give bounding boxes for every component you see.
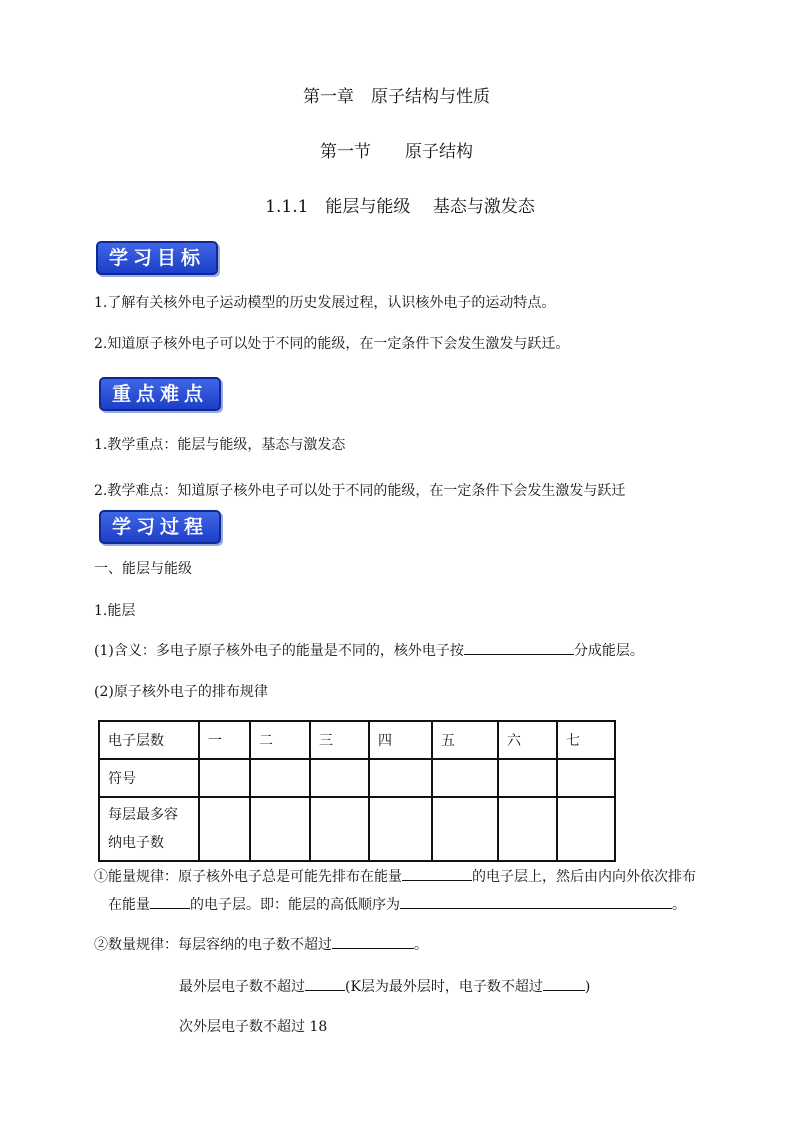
learning-process-badge: 学习过程	[99, 510, 221, 544]
energy-rule-text-a: ①能量规律：原子核外电子总是可能先排布在能量	[94, 869, 402, 885]
table-cell[interactable]	[250, 797, 310, 861]
table-cell[interactable]	[250, 759, 310, 797]
column-header: 七	[557, 721, 615, 759]
table-row	[99, 759, 615, 797]
row-header-symbol: 符号	[99, 759, 199, 797]
section-title: 第一节 原子结构	[320, 142, 473, 162]
key-point-2: 2.教学难点：知道原子核外电子可以处于不同的能级，在一定条件下会发生激发与跃迁	[94, 483, 626, 499]
goal-1: 1.了解有关核外电子运动模型的历史发展过程，认识核外电子的运动特点。	[94, 295, 556, 311]
table-row	[99, 797, 615, 861]
row-header-capacity-line2: 纳电子数	[108, 835, 164, 851]
table-cell[interactable]	[498, 759, 557, 797]
table-cell[interactable]	[199, 759, 250, 797]
process-subheading: 1.能层	[94, 603, 136, 619]
outer-text-c: )	[584, 979, 591, 995]
answer-blank[interactable]	[150, 894, 190, 909]
energy-rule-text-e: 。	[672, 897, 686, 913]
learning-goals-badge: 学习目标	[96, 241, 218, 275]
lesson-title: 1.1.1 能层与能级 基态与激发态	[265, 197, 535, 217]
column-header: 五	[432, 721, 498, 759]
table-row	[99, 721, 615, 759]
table-cell[interactable]	[432, 759, 498, 797]
chapter-title: 第一章 原子结构与性质	[303, 87, 490, 107]
table-cell[interactable]	[369, 797, 432, 861]
answer-blank[interactable]	[305, 976, 345, 991]
outer-text-b: (K层为最外层时，电子数不超过	[345, 979, 543, 995]
table-cell[interactable]	[432, 797, 498, 861]
row-header-shell-number: 电子层数	[99, 721, 199, 759]
table-cell[interactable]	[557, 759, 615, 797]
outer-shell-line	[179, 976, 590, 996]
count-rule-text-b: 。	[414, 937, 428, 953]
table-cell[interactable]	[199, 797, 250, 861]
column-header: 四	[369, 721, 432, 759]
answer-blank[interactable]	[543, 976, 585, 991]
second-outer-line: 次外层电子数不超过 18	[179, 1019, 328, 1035]
answer-blank[interactable]	[464, 640, 574, 655]
column-header: 六	[498, 721, 557, 759]
rule-title: (2)原子核外电子的排布规律	[94, 684, 268, 700]
answer-blank[interactable]	[402, 866, 472, 881]
row-header-capacity-line1: 每层最多容	[108, 807, 178, 823]
meaning-line	[94, 640, 644, 660]
count-rule-text-a: ②数量规律：每层容纳的电子数不超过	[94, 937, 332, 953]
table-cell[interactable]	[369, 759, 432, 797]
key-point-1: 1.教学重点：能层与能级，基态与激发态	[94, 437, 346, 453]
table-cell[interactable]	[557, 797, 615, 861]
outer-text-a: 最外层电子数不超过	[179, 979, 305, 995]
energy-rule-text-c: 在能量	[108, 897, 150, 913]
goal-2: 2.知道原子核外电子可以处于不同的能级，在一定条件下会发生激发与跃迁。	[94, 336, 570, 352]
energy-rule-line1	[94, 866, 696, 886]
electron-shell-table	[98, 720, 616, 862]
process-heading: 一、能层与能级	[94, 561, 192, 577]
answer-blank[interactable]	[332, 934, 414, 949]
table-cell[interactable]	[498, 797, 557, 861]
column-header: 二	[250, 721, 310, 759]
meaning-text-a: (1)含义：多电子原子核外电子的能量是不同的，核外电子按	[94, 643, 464, 659]
energy-rule-text-b: 的电子层上，然后由内向外依次排布	[472, 869, 696, 885]
count-rule-line	[94, 934, 428, 954]
row-header-capacity	[99, 797, 199, 861]
table-cell[interactable]	[310, 759, 369, 797]
table-cell[interactable]	[310, 797, 369, 861]
meaning-text-b: 分成能层。	[573, 643, 644, 659]
energy-rule-line2	[108, 894, 686, 914]
energy-rule-text-d: 的电子层。即：能层的高低顺序为	[190, 897, 400, 913]
key-points-badge: 重点难点	[99, 377, 221, 411]
answer-blank[interactable]	[400, 894, 672, 909]
column-header: 三	[310, 721, 369, 759]
column-header: 一	[199, 721, 250, 759]
